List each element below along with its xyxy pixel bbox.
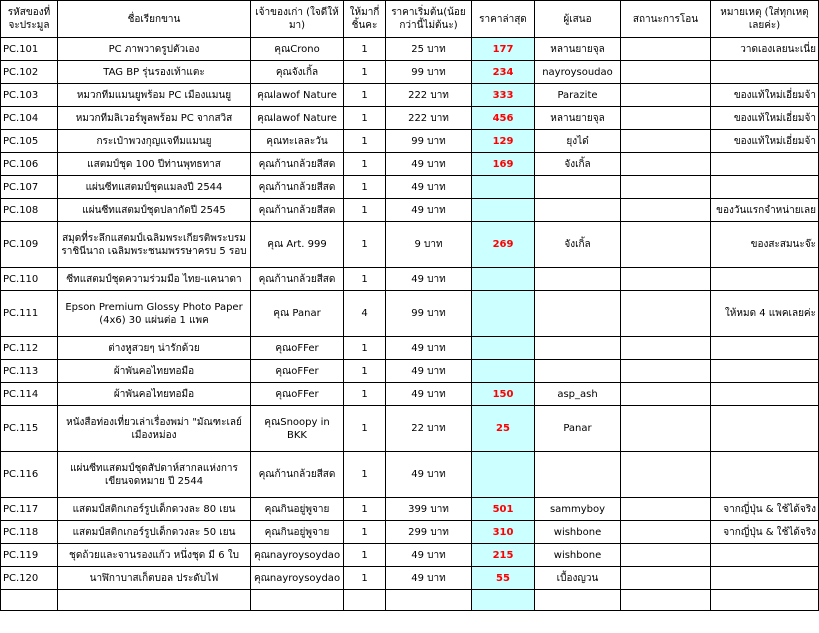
cell-bidder: หลานยายจุล [535, 38, 621, 61]
cell-note [711, 383, 819, 406]
cell-note: ของแท้ใหม่เอี่ยมจ้า [711, 130, 819, 153]
cell-qty-empty [344, 590, 386, 611]
cell-transfer-status [621, 291, 711, 337]
cell-qty: 1 [344, 452, 386, 498]
cell-code-empty [1, 590, 58, 611]
cell-name: แสตมป์ชุด 100 ปีท่านพุทธทาส [58, 153, 251, 176]
cell-bidder [535, 360, 621, 383]
cell-qty: 1 [344, 176, 386, 199]
cell-qty: 1 [344, 337, 386, 360]
cell-bidder: sammyboy [535, 498, 621, 521]
table-row [1, 406, 819, 452]
cell-note [711, 544, 819, 567]
cell-start-price: 22 บาท [386, 406, 472, 452]
cell-qty: 1 [344, 61, 386, 84]
cell-qty: 1 [344, 498, 386, 521]
cell-note [711, 337, 819, 360]
header-owner: เจ้าของเก่า (ใจดีให้มา) [251, 1, 344, 38]
cell-start-price: 49 บาท [386, 544, 472, 567]
cell-name: กระเป๋าพวงกุญแจทีมแมนยู [58, 130, 251, 153]
cell-note: จากญี่ปุ่น & ใช้ได้จริง [711, 521, 819, 544]
cell-qty: 1 [344, 130, 386, 153]
cell-name: หนังสือท่องเที่ยวเล่าเรื่องพม่า "มัณฑะเลย์เมืองหม่อง [58, 406, 251, 452]
cell-transfer-status [621, 498, 711, 521]
cell-qty: 1 [344, 107, 386, 130]
cell-transfer-status [621, 222, 711, 268]
cell-start-price: 222 บาท [386, 107, 472, 130]
header-bidder: ผู้เสนอ [535, 1, 621, 38]
cell-name: ชุดถ้วยและจานรองแก้ว หนึ่งชุด มี 6 ใบ [58, 544, 251, 567]
cell-transfer-status [621, 61, 711, 84]
cell-owner: คุณก้านกล้วยสีสด [251, 268, 344, 291]
table-row [1, 521, 819, 544]
cell-owner: คุณ Panar [251, 291, 344, 337]
cell-code: PC.105 [1, 130, 58, 153]
cell-transfer-status [621, 521, 711, 544]
cell-transfer-status [621, 199, 711, 222]
cell-latest-price: 310 [472, 521, 535, 544]
table-row [1, 544, 819, 567]
cell-name-empty [58, 590, 251, 611]
cell-transfer-status [621, 107, 711, 130]
cell-qty: 1 [344, 153, 386, 176]
cell-owner: คุณทะเลละวัน [251, 130, 344, 153]
cell-owner-empty [251, 590, 344, 611]
empty-row [1, 590, 819, 611]
cell-code: PC.107 [1, 176, 58, 199]
cell-name: แสตมป์สติกเกอร์รูปเด็กดวงละ 50 เยน [58, 521, 251, 544]
cell-latest-price: 25 [472, 406, 535, 452]
cell-latest-price [472, 268, 535, 291]
cell-name: ผ้าพันคอไทยทอมือ [58, 383, 251, 406]
cell-transfer-status [621, 153, 711, 176]
cell-start-price: 9 บาท [386, 222, 472, 268]
table-row [1, 130, 819, 153]
cell-code: PC.110 [1, 268, 58, 291]
cell-latest-price [472, 337, 535, 360]
cell-latest-price [472, 452, 535, 498]
table-row [1, 38, 819, 61]
cell-owner: คุณก้านกล้วยสีสด [251, 452, 344, 498]
cell-note-empty [711, 590, 819, 611]
cell-bidder: wishbone [535, 544, 621, 567]
cell-code: PC.118 [1, 521, 58, 544]
cell-owner: คุณก้านกล้วยสีสด [251, 176, 344, 199]
header-transfer-status: สถานะการโอน [621, 1, 711, 38]
cell-owner: คุณก้านกล้วยสีสด [251, 153, 344, 176]
cell-note [711, 61, 819, 84]
cell-owner: คุณจังเกิ้ล [251, 61, 344, 84]
cell-note [711, 360, 819, 383]
cell-start-price: 99 บาท [386, 291, 472, 337]
cell-qty: 1 [344, 567, 386, 590]
cell-latest-price: 501 [472, 498, 535, 521]
cell-note: ของวันแรกจำหน่ายเลย [711, 199, 819, 222]
cell-transfer-status [621, 84, 711, 107]
cell-transfer-status [621, 176, 711, 199]
cell-qty: 1 [344, 84, 386, 107]
cell-code: PC.111 [1, 291, 58, 337]
cell-bidder: หลานยายจุล [535, 107, 621, 130]
cell-name: Epson Premium Glossy Photo Paper (4x6) 30 แผ่นต่อ 1 แพค [58, 291, 251, 337]
cell-qty: 1 [344, 521, 386, 544]
cell-name: PC ภาพวาดรูปตัวเอง [58, 38, 251, 61]
cell-start-price: 49 บาท [386, 268, 472, 291]
cell-start-price: 49 บาท [386, 199, 472, 222]
cell-note [711, 406, 819, 452]
cell-bidder: wishbone [535, 521, 621, 544]
header-qty: ให้มากี่ชิ้นคะ [344, 1, 386, 38]
cell-note: ของแท้ใหม่เอี่ยมจ้า [711, 84, 819, 107]
cell-code: PC.106 [1, 153, 58, 176]
cell-owner: คุณCrono [251, 38, 344, 61]
cell-qty: 1 [344, 199, 386, 222]
cell-name: หมวกทีมลิเวอร์พูลพร้อม PC จากสวิส [58, 107, 251, 130]
cell-owner: คุณnayroysoydao [251, 567, 344, 590]
table-row [1, 383, 819, 406]
cell-start-price: 25 บาท [386, 38, 472, 61]
cell-code: PC.119 [1, 544, 58, 567]
header-latest-price: ราคาล่าสุด [472, 1, 535, 38]
cell-start-price: 99 บาท [386, 130, 472, 153]
cell-bidder: เบื้องญวน [535, 567, 621, 590]
cell-owner: คุณSnoopy in BKK [251, 406, 344, 452]
cell-bidder: asp_ash [535, 383, 621, 406]
cell-code: PC.104 [1, 107, 58, 130]
cell-name: แผ่นซีทแสตมป์ชุดแมลงปี 2544 [58, 176, 251, 199]
table-row [1, 360, 819, 383]
cell-note: ของสะสมนะจ๊ะ [711, 222, 819, 268]
cell-owner: คุณ Art. 999 [251, 222, 344, 268]
cell-qty: 1 [344, 268, 386, 291]
cell-bidder: nayroysoudao [535, 61, 621, 84]
cell-latest-price: 234 [472, 61, 535, 84]
cell-start-price: 49 บาท [386, 383, 472, 406]
cell-bidder: จังเกิ้ล [535, 153, 621, 176]
cell-code: PC.102 [1, 61, 58, 84]
cell-transfer-status [621, 452, 711, 498]
cell-code: PC.117 [1, 498, 58, 521]
cell-owner: คุณnayroysoydao [251, 544, 344, 567]
table-row [1, 107, 819, 130]
cell-code: PC.114 [1, 383, 58, 406]
cell-start-price: 299 บาท [386, 521, 472, 544]
cell-owner: คุณoFFer [251, 360, 344, 383]
cell-start-price-empty [386, 590, 472, 611]
cell-note: ของแท้ใหม่เอี่ยมจ้า [711, 107, 819, 130]
cell-owner: คุณกินอยู่พูจาย [251, 498, 344, 521]
table-row [1, 337, 819, 360]
cell-transfer-status-empty [621, 590, 711, 611]
cell-latest-price: 177 [472, 38, 535, 61]
header-note: หมายเหตุ (ใส่ทุกเหตุเลยค่ะ) [711, 1, 819, 38]
cell-bidder: ยุงได๋ [535, 130, 621, 153]
cell-qty: 1 [344, 544, 386, 567]
cell-start-price: 49 บาท [386, 176, 472, 199]
cell-bidder [535, 268, 621, 291]
cell-transfer-status [621, 268, 711, 291]
cell-name: ซีทแสตมป์ชุดความร่วมมือ ไทย-แคนาดา [58, 268, 251, 291]
cell-transfer-status [621, 360, 711, 383]
cell-bidder: จังเกิ้ล [535, 222, 621, 268]
cell-code: PC.115 [1, 406, 58, 452]
table-row [1, 176, 819, 199]
cell-code: PC.101 [1, 38, 58, 61]
cell-note [711, 567, 819, 590]
cell-latest-price: 150 [472, 383, 535, 406]
cell-bidder: Panar [535, 406, 621, 452]
cell-latest-price: 456 [472, 107, 535, 130]
cell-owner: คุณoFFer [251, 337, 344, 360]
cell-owner: คุณlawof Nature [251, 107, 344, 130]
cell-start-price: 49 บาท [386, 337, 472, 360]
cell-transfer-status [621, 337, 711, 360]
table-row [1, 153, 819, 176]
cell-latest-price [472, 176, 535, 199]
cell-start-price: 99 บาท [386, 61, 472, 84]
cell-latest-price-empty [472, 590, 535, 611]
cell-transfer-status [621, 406, 711, 452]
cell-name: หมวกทีมแมนยูพร้อม PC เมืองแมนยู [58, 84, 251, 107]
cell-bidder [535, 452, 621, 498]
cell-owner: คุณกินอยู่พูจาย [251, 521, 344, 544]
cell-note [711, 268, 819, 291]
cell-transfer-status [621, 567, 711, 590]
cell-qty: 1 [344, 222, 386, 268]
cell-qty: 4 [344, 291, 386, 337]
cell-owner: คุณoFFer [251, 383, 344, 406]
table-row [1, 291, 819, 337]
header-row [1, 1, 819, 38]
cell-latest-price [472, 360, 535, 383]
header-start-price: ราคาเริ่มต้น(น้อยกว่านี้ไม่ต้นะ) [386, 1, 472, 38]
cell-transfer-status [621, 130, 711, 153]
cell-qty: 1 [344, 383, 386, 406]
table-row [1, 498, 819, 521]
table-row [1, 222, 819, 268]
cell-name: แสตมป์สติกเกอร์รูปเด็กดวงละ 80 เยน [58, 498, 251, 521]
cell-note [711, 176, 819, 199]
cell-name: TAG BP รุ่นรองเท้าแตะ [58, 61, 251, 84]
cell-note: วาดเองเลยนะเนี่ย [711, 38, 819, 61]
table-row [1, 567, 819, 590]
cell-transfer-status [621, 38, 711, 61]
cell-latest-price: 169 [472, 153, 535, 176]
table-row [1, 268, 819, 291]
cell-note [711, 153, 819, 176]
cell-start-price: 49 บาท [386, 360, 472, 383]
cell-bidder [535, 291, 621, 337]
cell-name: สมุดที่ระลึกแสตมป์เฉลิมพระเกียรติพระบรมราชินีนาถ เฉลิมพระชนมพรรษาครบ 5 รอบ [58, 222, 251, 268]
cell-owner: คุณlawof Nature [251, 84, 344, 107]
cell-bidder [535, 199, 621, 222]
cell-note [711, 452, 819, 498]
cell-name: แผ่นซีทแสตมป์ชุดปลากัดปี 2545 [58, 199, 251, 222]
cell-code: PC.108 [1, 199, 58, 222]
cell-name: ผ้าพันคอไทยทอมือ [58, 360, 251, 383]
cell-start-price: 49 บาท [386, 567, 472, 590]
cell-bidder [535, 337, 621, 360]
cell-start-price: 49 บาท [386, 153, 472, 176]
cell-start-price: 399 บาท [386, 498, 472, 521]
cell-latest-price: 269 [472, 222, 535, 268]
cell-bidder-empty [535, 590, 621, 611]
cell-name: แผ่นซีทแสตมป์ชุดสัปดาห์สากลแห่งการเขียนจดหมาย ปี 2544 [58, 452, 251, 498]
table-row [1, 199, 819, 222]
cell-latest-price [472, 199, 535, 222]
cell-bidder [535, 176, 621, 199]
cell-latest-price: 55 [472, 567, 535, 590]
cell-bidder: Parazite [535, 84, 621, 107]
cell-owner: คุณก้านกล้วยสีสด [251, 199, 344, 222]
cell-code: PC.109 [1, 222, 58, 268]
table-row [1, 84, 819, 107]
cell-latest-price: 129 [472, 130, 535, 153]
cell-note: จากญี่ปุ่น & ใช้ได้จริง [711, 498, 819, 521]
header-name: ชื่อเรียกขาน [58, 1, 251, 38]
cell-start-price: 49 บาท [386, 452, 472, 498]
cell-code: PC.113 [1, 360, 58, 383]
cell-transfer-status [621, 383, 711, 406]
header-code: รหัสของที่จะประมูล [1, 1, 58, 38]
cell-latest-price: 333 [472, 84, 535, 107]
cell-latest-price: 215 [472, 544, 535, 567]
cell-code: PC.120 [1, 567, 58, 590]
cell-name: นาฬิกาบาสเก็ตบอล ประดับไฟ [58, 567, 251, 590]
table-row [1, 61, 819, 84]
cell-note: ให้หมด 4 แพคเลยค่ะ [711, 291, 819, 337]
cell-code: PC.116 [1, 452, 58, 498]
cell-code: PC.112 [1, 337, 58, 360]
cell-qty: 1 [344, 406, 386, 452]
table-row [1, 452, 819, 498]
cell-qty: 1 [344, 38, 386, 61]
cell-code: PC.103 [1, 84, 58, 107]
cell-name: ต่างหูสวยๆ น่ารักด้วย [58, 337, 251, 360]
cell-latest-price [472, 291, 535, 337]
cell-transfer-status [621, 544, 711, 567]
cell-qty: 1 [344, 360, 386, 383]
cell-start-price: 222 บาท [386, 84, 472, 107]
